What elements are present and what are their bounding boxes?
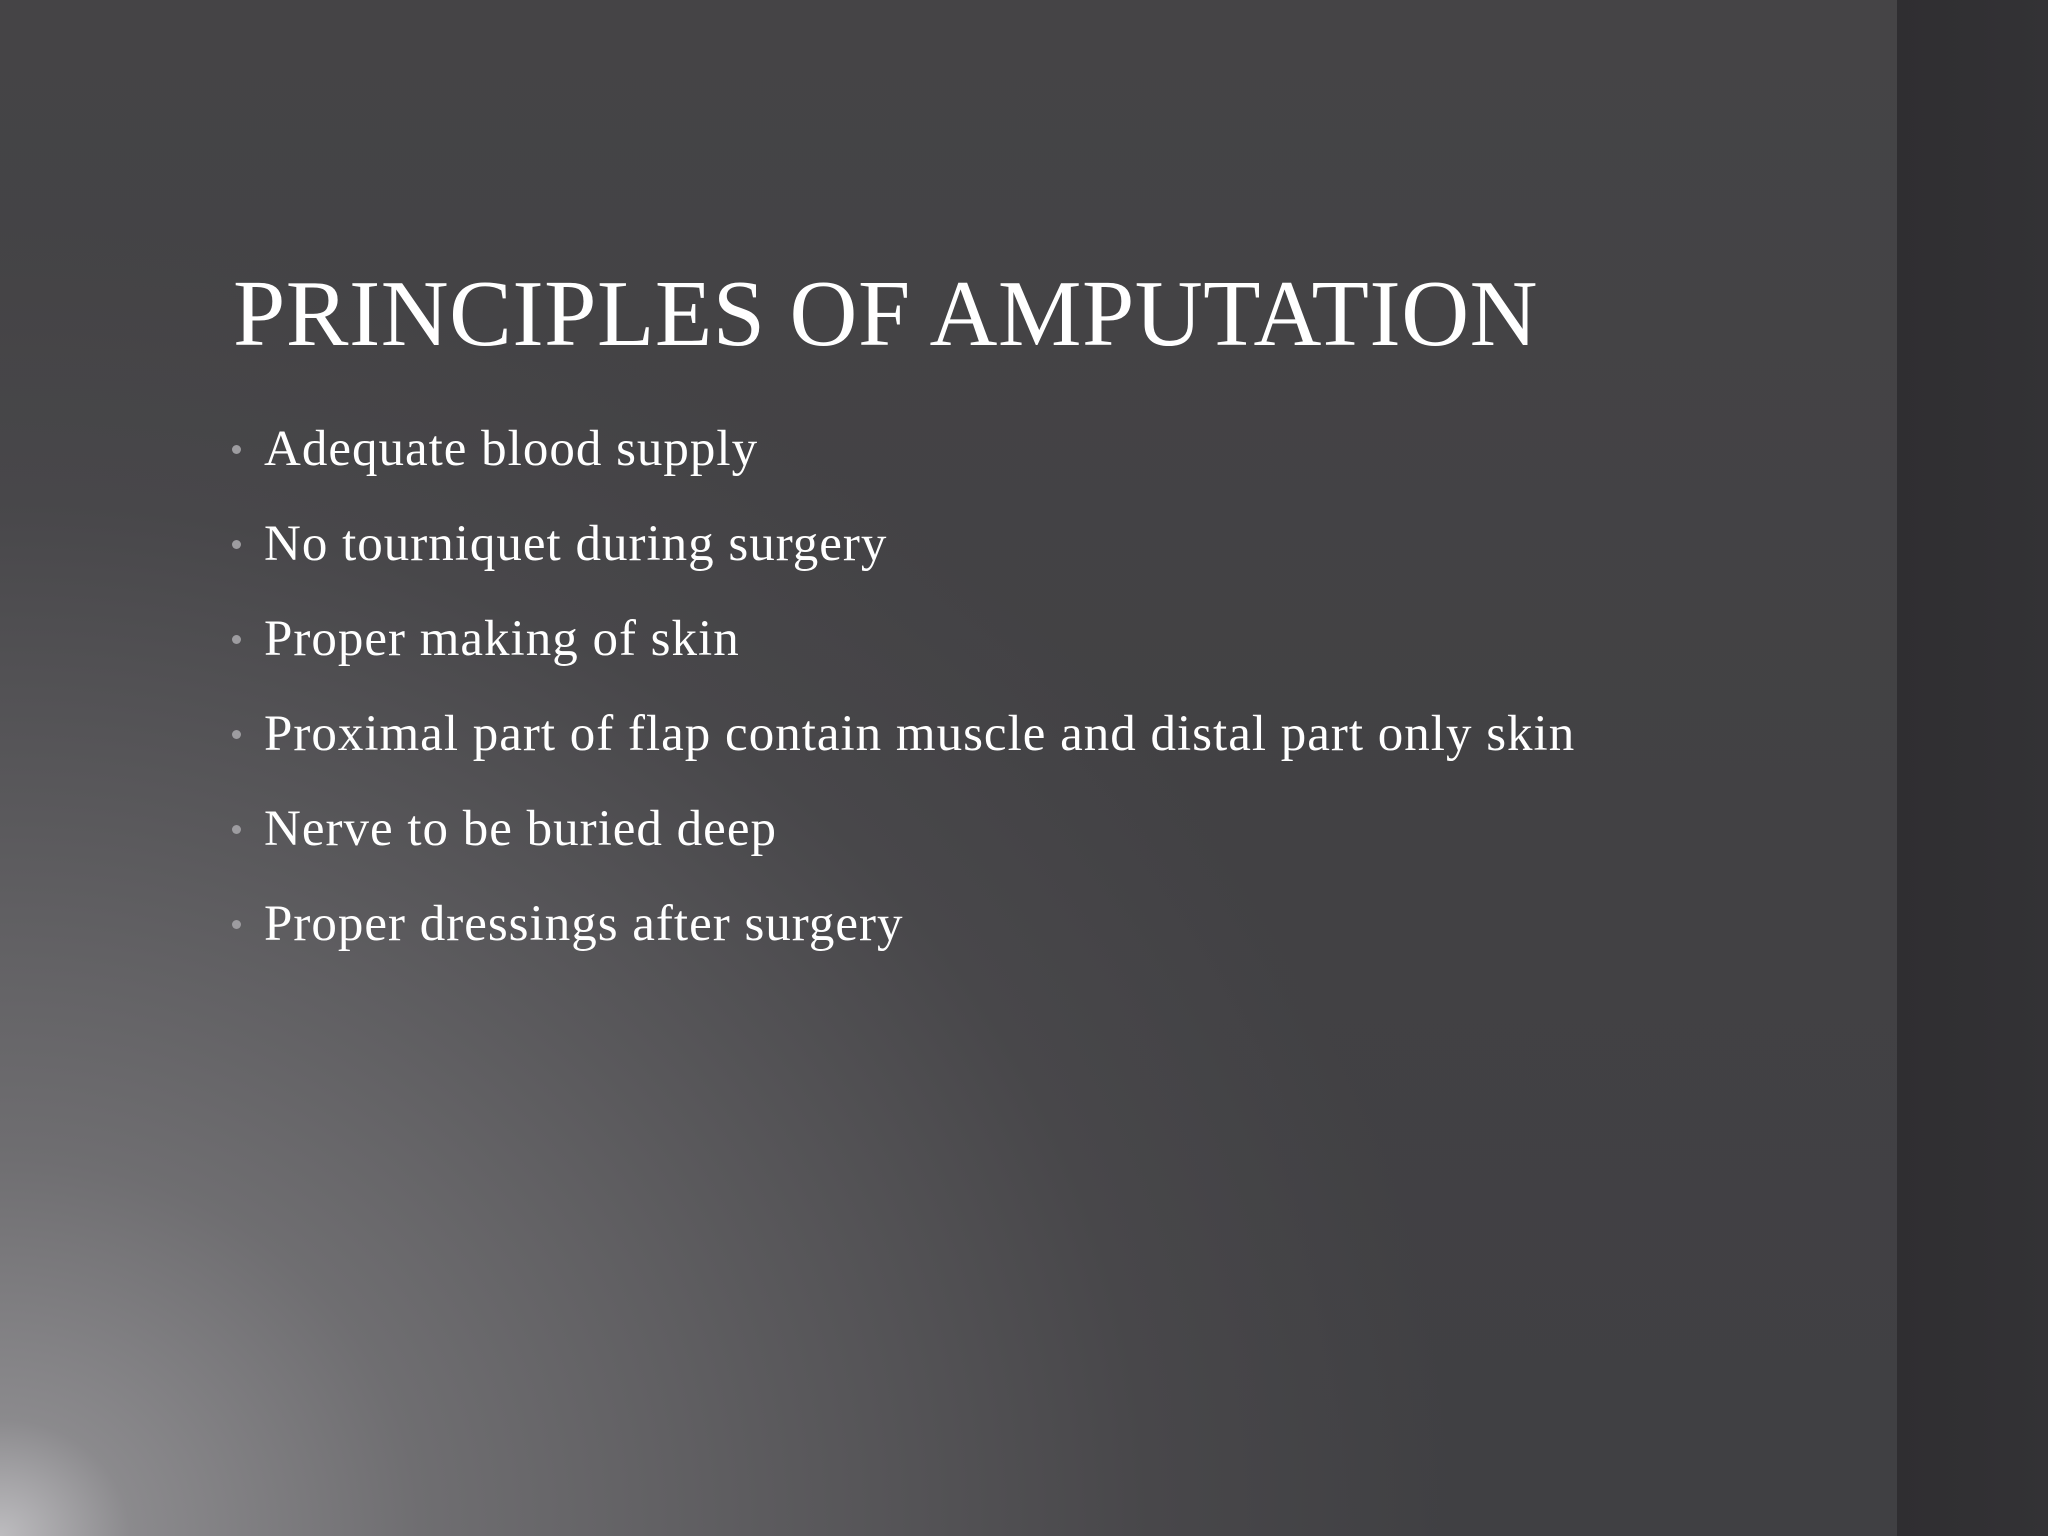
bullet-dot-icon (232, 825, 241, 834)
bullet-item (232, 800, 1652, 858)
bullet-dot-icon (232, 635, 241, 644)
bullet-item (232, 515, 1652, 573)
bullet-dot-icon (232, 920, 241, 929)
bullet-text: No tourniquet during surgery (264, 516, 888, 572)
bullet-text: Proper making of skin (264, 611, 740, 667)
bullet-dot-icon (232, 540, 241, 549)
bullet-text: Nerve to be buried deep (264, 801, 777, 857)
right-side-band (1897, 0, 2048, 1536)
bullet-item (232, 420, 1652, 478)
bullet-text: Proper dressings after surgery (264, 896, 904, 952)
slide-title: PRINCIPLES OF AMPUTATION (233, 262, 1539, 366)
bullet-item (232, 610, 1652, 668)
bullet-text: Adequate blood supply (264, 421, 759, 477)
bullet-dot-icon (232, 445, 241, 454)
bullet-text: Proximal part of flap contain muscle and distal part only skin (264, 706, 1576, 762)
bullet-dot-icon (232, 730, 241, 739)
bullet-list (232, 420, 1652, 990)
bullet-item (232, 895, 1652, 953)
bullet-item (232, 705, 1652, 763)
